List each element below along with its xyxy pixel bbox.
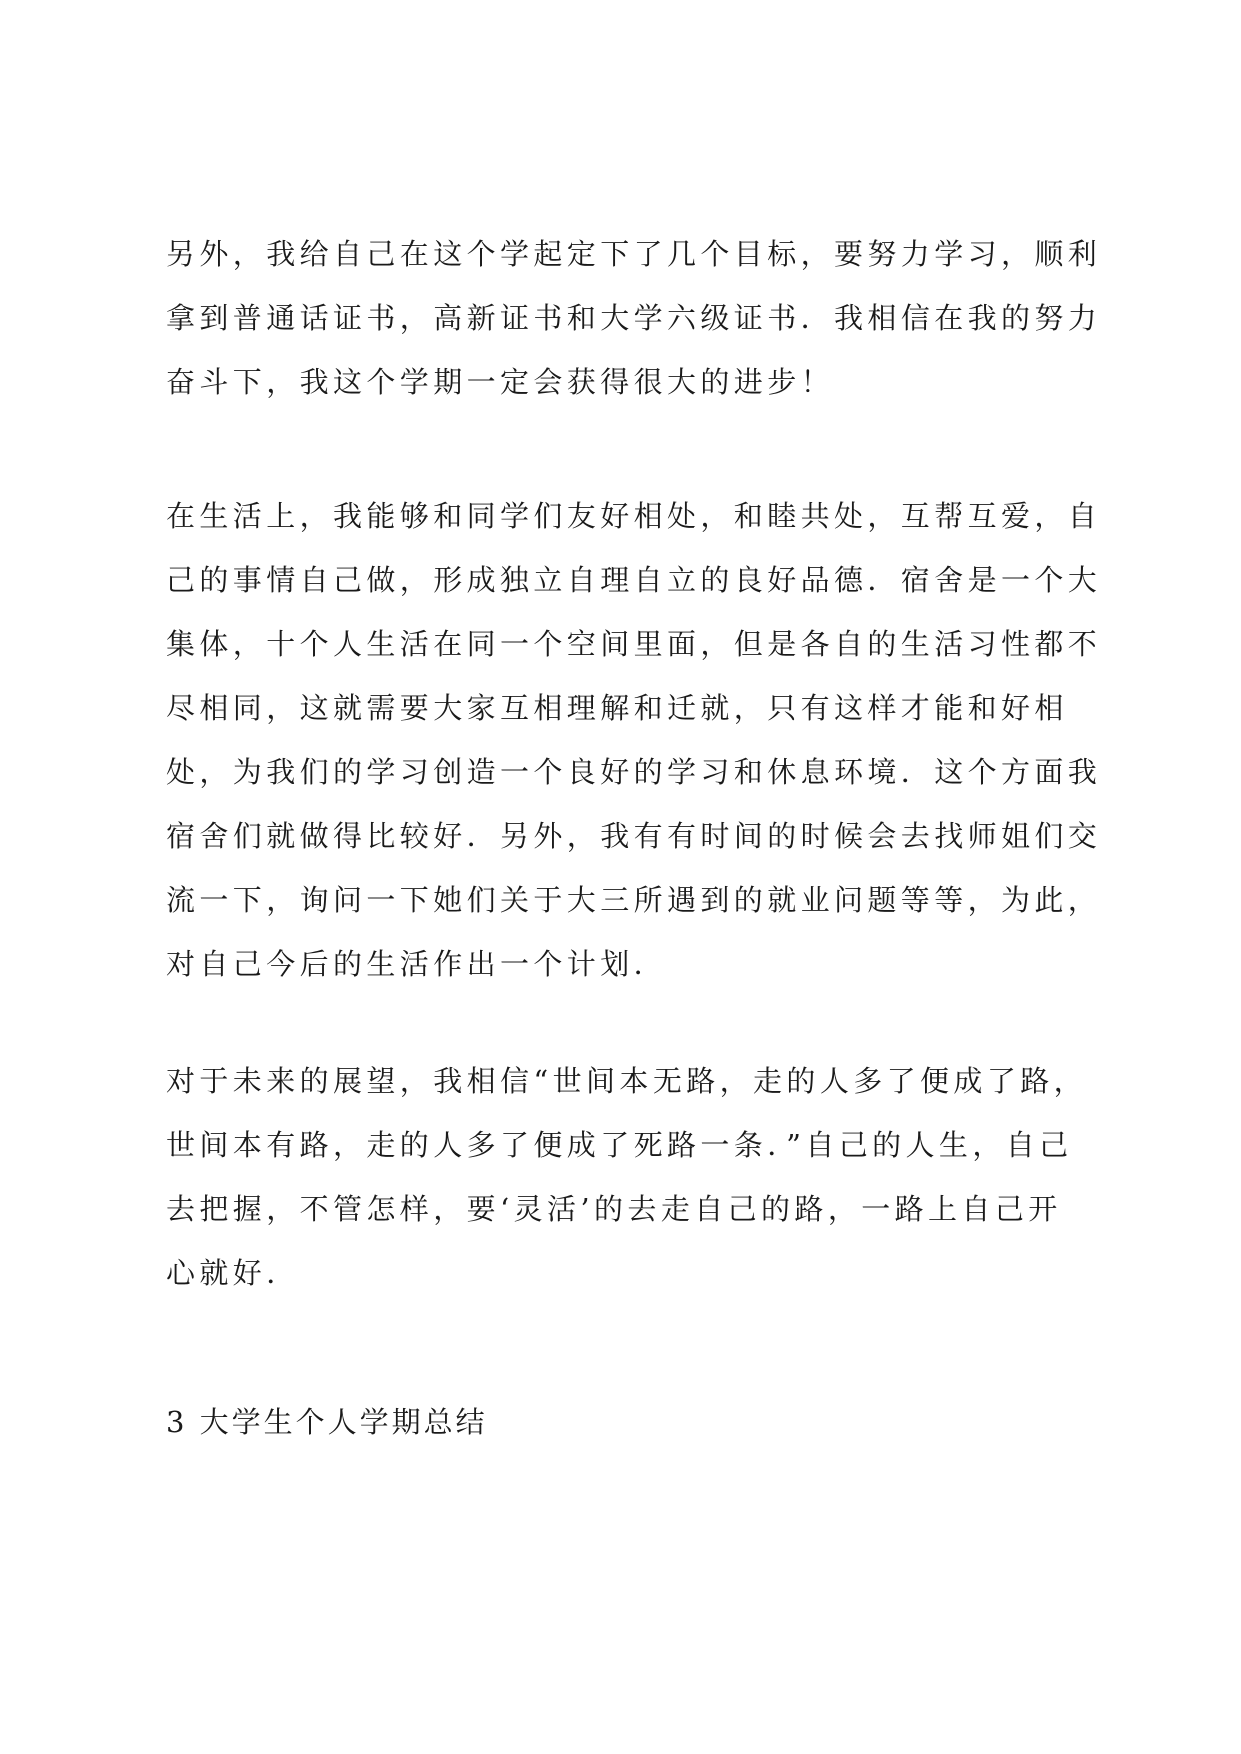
paragraph-goals [166, 222, 1102, 414]
paragraph-line: 集体，十个人生活在同一个空间里面，但是各自的生活习性都不 [166, 627, 1102, 661]
paragraph-line: 宿舍们就做得比较好．另外，我有有时间的时候会去找师姐们交 [166, 819, 1102, 853]
paragraph-life [166, 484, 1102, 996]
paragraph-line: 拿到普通话证书，高新证书和大学六级证书．我相信在我的努力 [166, 301, 1102, 335]
paragraph-line: 尽相同，这就需要大家互相理解和迁就，只有这样才能和好相 [166, 691, 1068, 725]
paragraph-line: 在生活上，我能够和同学们友好相处，和睦共处，互帮互爱，自 [166, 499, 1102, 533]
paragraph-line: 对自己今后的生活作出一个计划． [166, 947, 668, 981]
paragraph-line: 对于未来的展望，我相信“世间本无路，走的人多了便成了路， [166, 1064, 1088, 1098]
paragraph-line: 处，为我们的学习创造一个良好的学习和休息环境．这个方面我 [166, 755, 1102, 789]
paragraph-line: 另外，我给自己在这个学起定下了几个目标，要努力学习，顺利 [166, 237, 1102, 271]
paragraph-line: 世间本有路，走的人多了便成了死路一条．”自己的人生，自己 [166, 1128, 1073, 1162]
paragraph-line: 奋斗下，我这个学期一定会获得很大的进步！ [166, 365, 835, 399]
paragraph-line: 心就好． [166, 1256, 300, 1290]
paragraph-line: 流一下，询问一下她们关于大三所遇到的就业问题等等，为此， [166, 883, 1102, 917]
paragraph-outlook [166, 1049, 1096, 1305]
section-heading: 3 大学生个人学期总结 [166, 1405, 488, 1439]
paragraph-line: 己的事情自己做，形成独立自理自立的良好品德．宿舍是一个大 [166, 563, 1102, 597]
paragraph-line: 去把握，不管怎样，要‘灵活’的去走自己的路，一路上自己开 [166, 1192, 1062, 1226]
